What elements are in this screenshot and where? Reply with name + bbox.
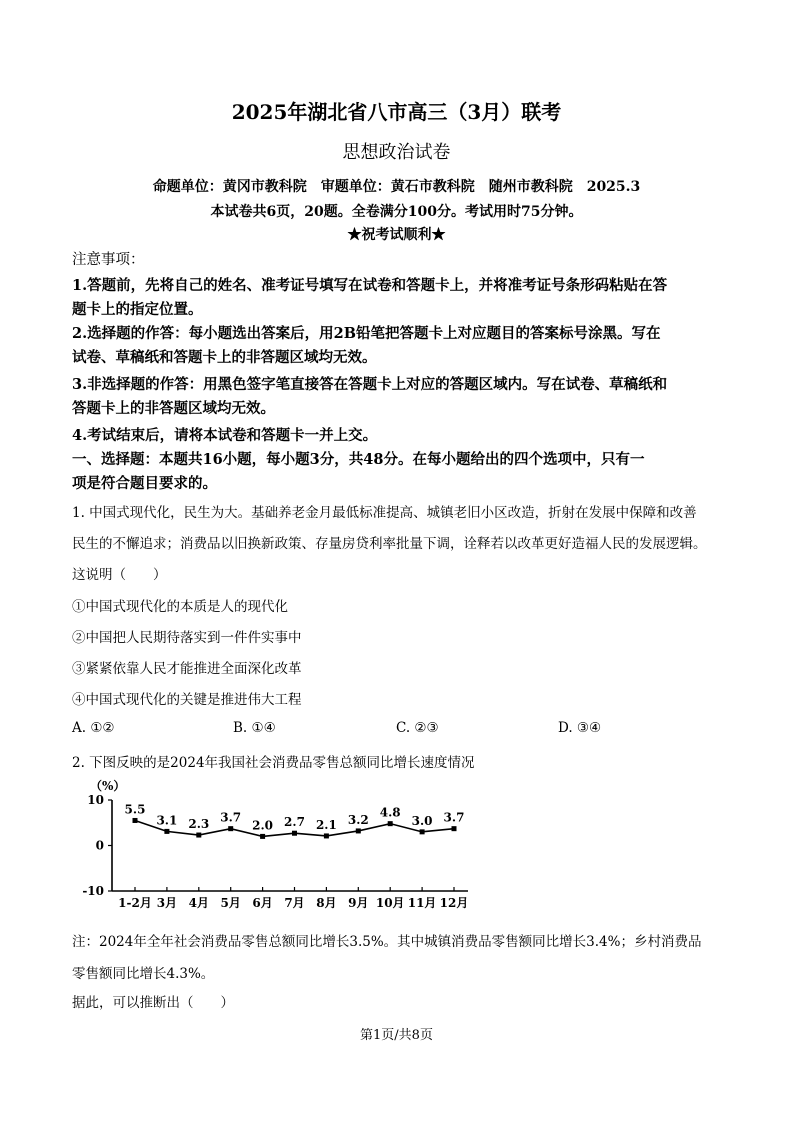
notice-line: 2.选择题的作答：每小题选出答案后，用2B铅笔把答题卡上对应题目的答案标号涂黑。写在 — [72, 325, 661, 342]
x-tick-label: 7月 — [284, 896, 305, 910]
x-tick-label: 11月 — [407, 896, 437, 910]
data-point — [388, 821, 393, 826]
y-tick-label: 0 — [95, 838, 104, 853]
notice-heading: 注意事项： — [72, 252, 145, 268]
data-point — [228, 826, 233, 831]
exam-info: 本试卷共6页，20题。全卷满分100分。考试用时75分钟。 — [210, 204, 583, 220]
q1-option-d: D. ③④ — [558, 720, 602, 736]
q1-stem: 1. 中国式现代化，民生为大。基础养老金月最低标准提高、城镇老旧小区改造，折射在发展中保障和改善 — [72, 505, 697, 521]
q1-stem: 这说明（ ） — [72, 567, 167, 583]
y-tick-label: 10 — [87, 793, 104, 807]
data-label: 4.8 — [379, 805, 401, 820]
data-label: 2.1 — [315, 817, 337, 832]
notice-line: 题卡上的指定位置。 — [72, 301, 203, 318]
authors-line: 命题单位：黄冈市教科院 审题单位：黄石市教科院 随州市教科院 2025.3 — [152, 179, 641, 195]
q2-stem: 2. 下图反映的是2024年我国社会消费品零售总额同比增长速度情况 — [72, 755, 475, 771]
q1-item: ④中国式现代化的关键是推进伟大工程 — [72, 692, 302, 708]
data-label: 3.7 — [443, 810, 465, 825]
data-label: 2.7 — [284, 815, 305, 830]
notice-line: 试卷、草稿纸和答题卡上的非答题区域均无效。 — [72, 349, 377, 366]
section-heading: 项是符合题目要求的。 — [72, 475, 217, 492]
x-tick-label: 8月 — [316, 896, 337, 910]
q1-stem: 民生的不懈追求；消费品以旧换新政策、存量房贷利率批量下调，诠释若以改革更好造福人民的发展逻辑。 — [72, 536, 707, 552]
data-label: 2.0 — [252, 818, 274, 833]
subject-title: 思想政治试卷 — [342, 142, 451, 163]
x-tick-label: 9月 — [348, 896, 369, 910]
x-tick-label: 6月 — [252, 896, 273, 910]
data-point — [196, 833, 201, 838]
q2-question: 据此，可以推断出（ ） — [72, 995, 234, 1011]
y-unit-label: （%） — [90, 779, 126, 793]
data-label: 3.7 — [220, 810, 242, 825]
x-tick-label: 3月 — [156, 896, 178, 910]
y-tick-label: -10 — [82, 884, 104, 898]
data-label: 5.5 — [124, 802, 146, 817]
notice-line: 答题卡上的非答题区域均无效。 — [72, 400, 275, 417]
data-point — [356, 828, 361, 833]
q1-item: ③紧紧依靠人民才能推进全面深化改革 — [72, 661, 302, 677]
x-tick-label: 12月 — [439, 896, 469, 910]
q1-item: ②中国把人民期待落实到一件件实事中 — [72, 630, 302, 646]
data-point — [164, 829, 169, 834]
q2-note: 零售额同比增长4.3%。 — [72, 966, 215, 982]
data-point — [324, 833, 329, 838]
data-label: 3.0 — [411, 813, 433, 828]
wish-line: ★祝考试顺利★ — [347, 227, 446, 243]
x-tick-label: 4月 — [188, 896, 209, 910]
q1-option-c: C. ②③ — [396, 720, 439, 736]
data-point — [452, 826, 457, 831]
data-point — [260, 834, 265, 839]
data-point — [420, 829, 425, 834]
x-tick-label: 1-2月 — [118, 896, 152, 910]
x-tick-label: 10月 — [375, 896, 405, 910]
data-label: 3.2 — [347, 812, 369, 827]
q1-option-a: A. ①② — [72, 720, 115, 736]
data-point — [133, 818, 138, 823]
q1-item: ①中国式现代化的本质是人的现代化 — [72, 599, 288, 615]
q2-note: 注：2024年全年社会消费品零售总额同比增长3.5%。其中城镇消费品零售额同比增长3.4%；乡村消费品 — [72, 934, 702, 950]
growth-line-chart — [72, 770, 492, 915]
data-point — [292, 831, 297, 836]
page-title: 2025年湖北省八市高三（3月）联考 — [231, 100, 562, 124]
data-label: 2.3 — [188, 817, 210, 832]
notice-line: 1.答题前，先将自己的姓名、准考证号填写在试卷和答题卡上，并将准考证号条形码粘贴在答 — [72, 277, 668, 294]
notice-line: 3.非选择题的作答：用黑色签字笔直接答在答题卡上对应的答题区域内。写在试卷、草稿纸和 — [72, 376, 668, 393]
x-tick-label: 5月 — [220, 896, 241, 910]
section-heading: 一、选择题：本题共16小题，每小题3分，共48分。在每小题给出的四个选项中，只有一 — [72, 451, 645, 468]
q1-option-b: B. ①④ — [233, 720, 276, 736]
page-number: 第1页/共8页 — [360, 1028, 433, 1043]
chart-data-labels — [125, 802, 465, 832]
notice-line: 4.考试结束后，请将本试卷和答题卡一并上交。 — [72, 427, 378, 444]
data-label: 3.1 — [156, 813, 178, 828]
